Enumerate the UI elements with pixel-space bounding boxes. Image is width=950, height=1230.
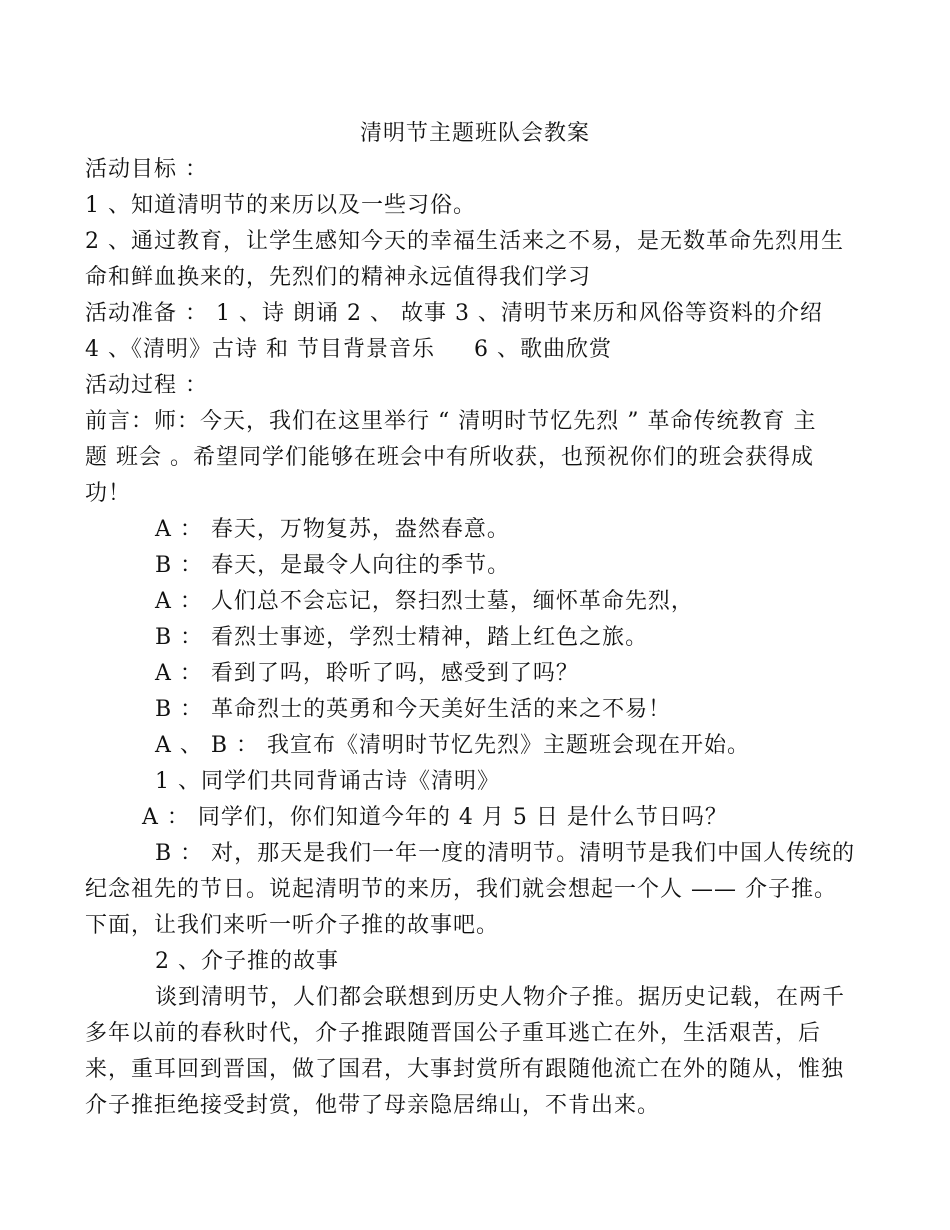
paragraph-line: 活动准备 ： 1 、诗 朗诵 2 、 故事 3 、清明节来历和风俗等资料的介绍 (85, 301, 823, 326)
dialogue-line: B ： 对，那天是我们一年一度的清明节。清明节是我们中国人传统的 (155, 841, 856, 866)
paragraph-line: 来，重耳回到晋国，做了国君，大事封赏所有跟随他流亡在外的随从，惟独 (85, 1057, 845, 1082)
dialogue-line: B ： 看烈士事迹，学烈士精神，踏上红色之旅。 (155, 625, 649, 650)
dialogue-line: A ： 人们总不会忘记，祭扫烈士墓，缅怀革命先烈， (155, 589, 694, 614)
paragraph-line: 谈到清明节，人们都会联想到历史人物介子推。据历史记载，在两千 (155, 985, 846, 1010)
paragraph-line: 4 、《清明》古诗 和 节目背景音乐 6 、歌曲欣赏 (85, 337, 612, 362)
paragraph-line: 多年以前的春秋时代，介子推跟随晋国公子重耳逃亡在外，生活艰苦，后 (85, 1021, 822, 1046)
dialogue-line: A ： 看到了吗，聆听了吗，感受到了吗？ (155, 661, 579, 686)
paragraph-line: 纪念祖先的节日。说起清明节的来历，我们就会想起一个人 —— 介子推。 (85, 877, 837, 902)
dialogue-line: A ： 同学们，你们知道今年的 4 月 5 日 是什么节日吗？ (142, 805, 728, 830)
paragraph-line: 题 班会 。希望同学们能够在班会中有所收获，也预祝你们的班会获得成 (85, 445, 814, 470)
paragraph-line: 2 、通过教育，让学生感知今天的幸福生活来之不易，是无数革命先烈用生 (85, 229, 844, 254)
paragraph-line: 下面，让我们来听一听介子推的故事吧。 (85, 913, 500, 938)
section-heading-process: 活动过程 ： (85, 373, 208, 398)
paragraph-line: 介子推拒绝接受封赏，他带了母亲隐居绵山，不肯出来。 (85, 1093, 661, 1118)
section-heading-goals: 活动目标 ： (85, 157, 208, 182)
document-title: 清明节主题班队会教案 (359, 121, 590, 146)
paragraph-line: 功！ (85, 481, 132, 506)
dialogue-line: A 、 B ： 我宣布《清明时节忆先烈》主题班会现在开始。 (155, 733, 751, 758)
subsection-heading: 1 、同学们共同背诵古诗《清明》 (155, 769, 500, 794)
paragraph-line: 前言：师：今天，我们在这里举行 “ 清明时节忆先烈 ” 革命传统教育 主 (85, 409, 817, 434)
dialogue-line: B ： 革命烈士的英勇和今天美好生活的来之不易！ (155, 697, 672, 722)
dialogue-line: A ： 春天，万物复苏，盎然春意。 (155, 517, 510, 542)
subsection-heading: 2 、介子推的故事 (155, 949, 339, 974)
dialogue-line: B ： 春天，是最令人向往的季节。 (155, 553, 511, 578)
paragraph-line: 命和鲜血换来的，先烈们的精神永远值得我们学习 (85, 265, 592, 290)
paragraph-line: 1 、知道清明节的来历以及一些习俗。 (85, 193, 476, 218)
